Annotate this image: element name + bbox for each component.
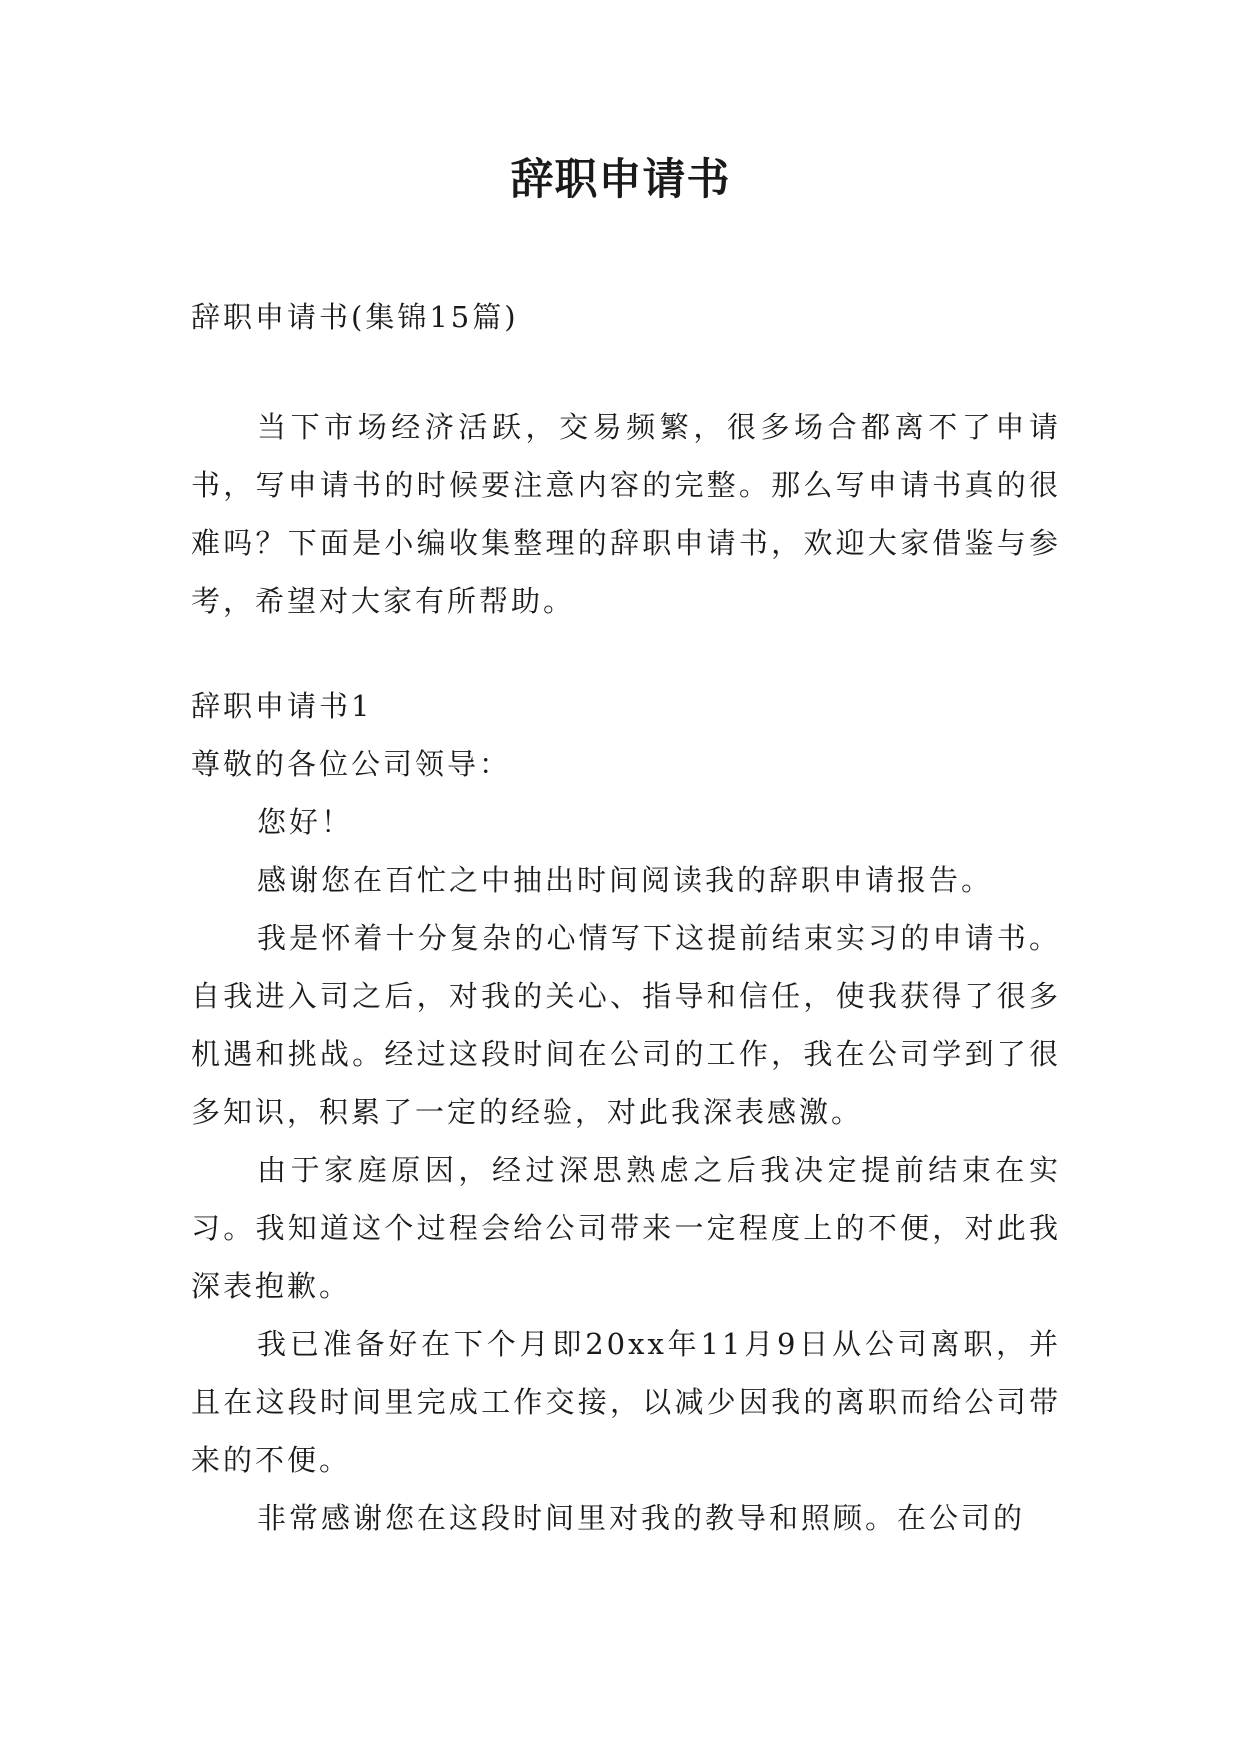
letter-paragraph: 我是怀着十分复杂的心情写下这提前结束实习的申请书。自我进入司之后，对我的关心、指导和信任，使我获得了很多机遇和挑战。经过这段时间在公司的工作，我在公司学到了很多知识，积累了一定的经验，对此我深表感激。 — [191, 921, 1061, 1129]
letter-paragraph: 由于家庭原因，经过深思熟虑之后我决定提前结束在实习。我知道这个过程会给公司带来一定程度上的不便，对此我深表抱歉。 — [191, 1153, 1061, 1303]
letter-paragraph: 非常感谢您在这段时间里对我的教导和照顾。在公司的 — [257, 1501, 1026, 1535]
intro-paragraph: 当下市场经济活跃，交易频繁，很多场合都离不了申请书，写申请书的时候要注意内容的完整。那么写申请书真的很难吗？下面是小编收集整理的辞职申请书，欢迎大家借鉴与参考，希望对大家有所帮助。 — [191, 410, 1061, 618]
letter-greeting: 您好！ — [257, 805, 354, 839]
letter-paragraph: 感谢您在百忙之中抽出时间阅读我的辞职申请报告。 — [257, 863, 994, 897]
page-title: 辞职申请书 — [510, 155, 731, 205]
document-body — [191, 288, 1061, 1547]
letter-salutation: 尊敬的各位公司领导： — [191, 747, 512, 781]
section-heading: 辞职申请书1 — [191, 689, 373, 723]
letter-paragraph: 我已准备好在下个月即20xx年11月9日从公司离职，并且在这段时间里完成工作交接，以减少因我的离职而给公司带来的不便。 — [191, 1327, 1061, 1477]
document-subtitle: 辞职申请书(集锦15篇) — [191, 300, 519, 334]
